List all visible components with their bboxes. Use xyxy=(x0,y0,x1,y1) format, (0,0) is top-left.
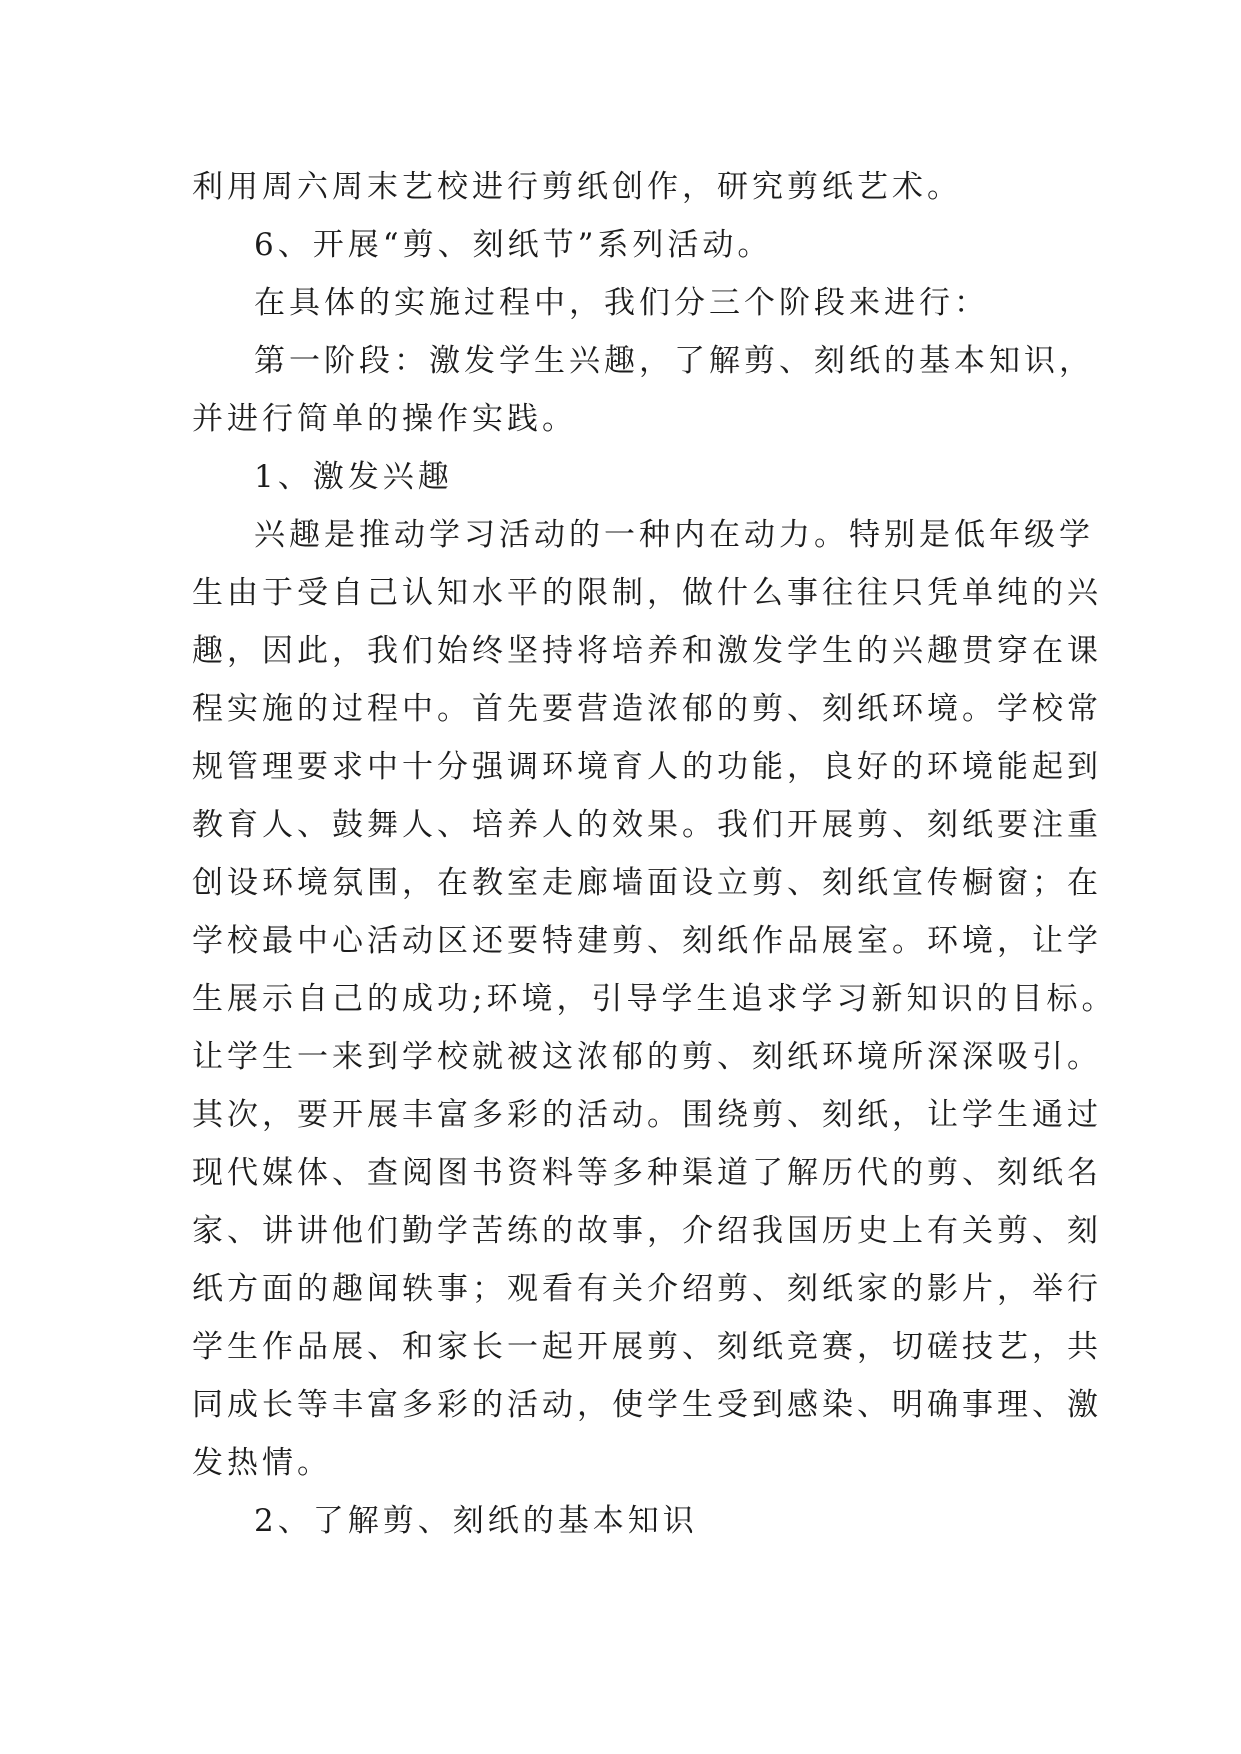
section-heading: 2、了解剪、刻纸的基本知识 xyxy=(254,1503,698,1539)
body-text xyxy=(192,158,1117,1550)
text-line: 利用周六周末艺校进行剪纸创作，研究剪纸艺术。 xyxy=(192,169,962,205)
text-line: 纸方面的趣闻轶事；观看有关介绍剪、刻纸家的影片，举行 xyxy=(192,1271,1102,1307)
text-line: 其次，要开展丰富多彩的活动。围绕剪、刻纸，让学生通过 xyxy=(192,1097,1102,1133)
text-line: 并进行简单的操作实践。 xyxy=(192,401,577,437)
text-line: 现代媒体、查阅图书资料等多种渠道了解历代的剪、刻纸名 xyxy=(192,1155,1102,1191)
text-line: 生展示自己的成功;环境，引导学生追求学习新知识的目标。 xyxy=(192,981,1117,1017)
text-line: 创设环境氛围，在教室走廊墙面设立剪、刻纸宣传橱窗；在 xyxy=(192,865,1102,901)
paragraph-line: 兴趣是推动学习活动的一种内在动力。特别是低年级学 xyxy=(254,517,1094,553)
text-line: 学校最中心活动区还要特建剪、刻纸作品展室。环境，让学 xyxy=(192,923,1102,959)
text-line: 规管理要求中十分强调环境育人的功能，良好的环境能起到 xyxy=(192,749,1102,785)
text-line: 程实施的过程中。首先要营造浓郁的剪、刻纸环境。学校常 xyxy=(192,691,1102,727)
text-line: 同成长等丰富多彩的活动，使学生受到感染、明确事理、激 xyxy=(192,1387,1102,1423)
text-line: 家、讲讲他们勤学苦练的故事，介绍我国历史上有关剪、刻 xyxy=(192,1213,1102,1249)
stage-heading: 第一阶段：激发学生兴趣，了解剪、刻纸的基本知识， xyxy=(254,343,1094,379)
paragraph-line: 在具体的实施过程中，我们分三个阶段来进行： xyxy=(254,285,989,321)
list-item-heading: 6、开展“剪、刻纸节”系列活动。 xyxy=(254,227,773,263)
text-line: 学生作品展、和家长一起开展剪、刻纸竞赛，切磋技艺，共 xyxy=(192,1329,1102,1365)
text-line: 让学生一来到学校就被这浓郁的剪、刻纸环境所深深吸引。 xyxy=(192,1039,1102,1075)
text-line: 发热情。 xyxy=(192,1445,332,1481)
text-line: 生由于受自己认知水平的限制，做什么事往往只凭单纯的兴 xyxy=(192,575,1102,611)
text-line: 趣，因此，我们始终坚持将培养和激发学生的兴趣贯穿在课 xyxy=(192,633,1102,669)
section-heading: 1、激发兴趣 xyxy=(254,459,453,495)
text-line: 教育人、鼓舞人、培养人的效果。我们开展剪、刻纸要注重 xyxy=(192,807,1102,843)
